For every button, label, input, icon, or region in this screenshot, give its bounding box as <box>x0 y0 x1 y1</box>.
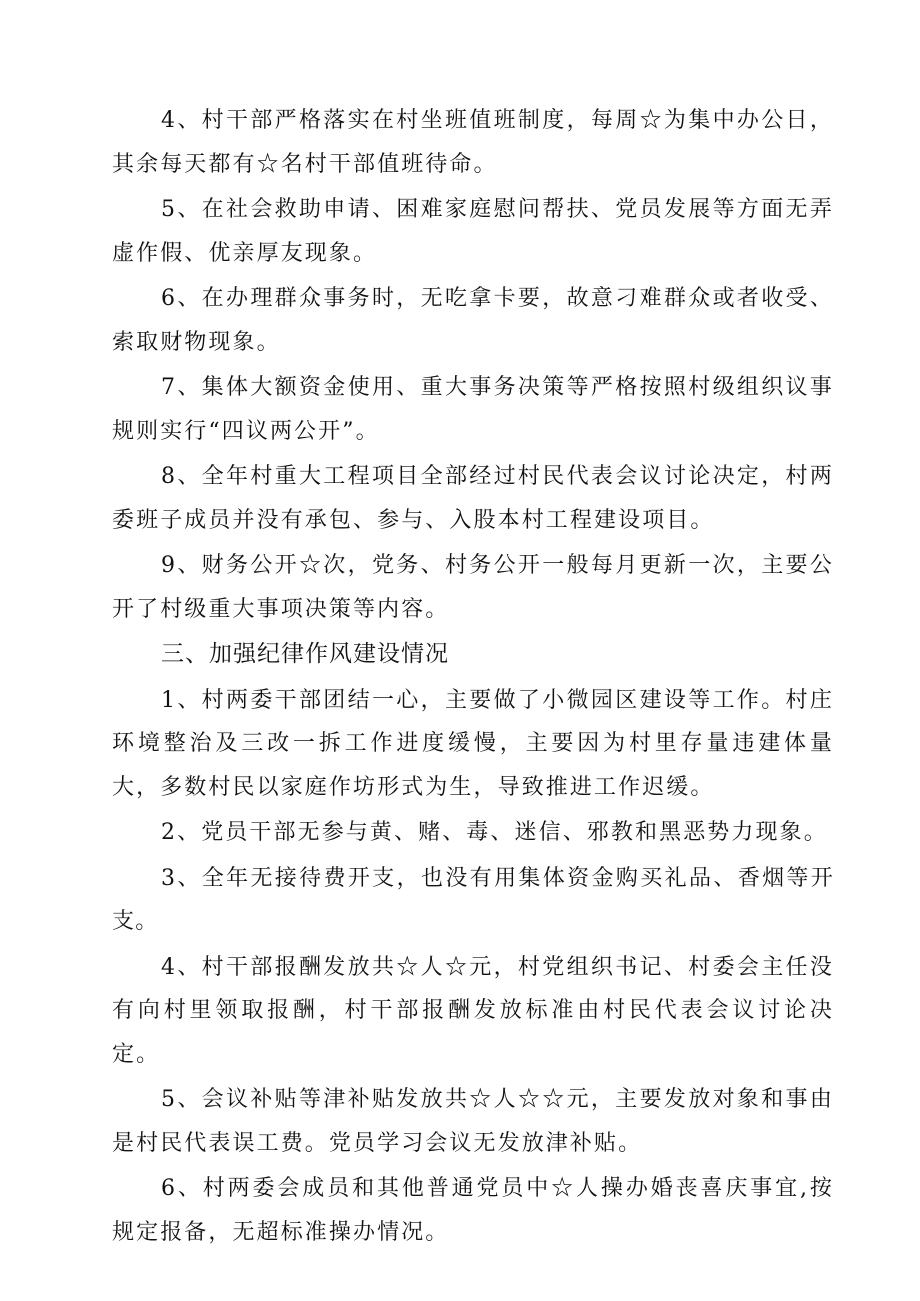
paragraph-item-6-ceremonies: 6、村两委会成员和其他普通党员中☆人操办婚丧喜庆事宜,按规定报备，无超标准操办情况。 <box>112 1176 834 1245</box>
paragraph-item-2-conduct: 2、党员干部无参与黄、赌、毒、迷信、邪教和黑恶势力现象。 <box>161 820 828 845</box>
paragraph-item-4-duty: 4、村干部严格落实在村坐班值班制度，每周☆为集中办公日，其余每天都有☆名村干部值班待命。 <box>112 108 834 177</box>
paragraph-item-3-expenses: 3、全年无接待费开支，也没有用集体资金购买礼品、香烟等开支。 <box>112 865 834 934</box>
paragraph-item-9-disclosure: 9、财务公开☆次，党务、村务公开一般每月更新一次，主要公开了村级重大事项决策等内容。 <box>112 553 834 622</box>
paragraph-item-5-assistance: 5、在社会救助申请、困难家庭慰问帮扶、党员发展等方面无弄虚作假、优亲厚友现象。 <box>112 197 834 266</box>
paragraph-item-8-projects: 8、全年村重大工程项目全部经过村民代表会议讨论决定，村两委班子成员并没有承包、参与、入股本村工程建设项目。 <box>112 464 834 533</box>
paragraph-item-1-unity: 1、村两委干部团结一心，主要做了小微园区建设等工作。村庄环境整治及三改一拆工作进度缓慢，主要因为村里存量违建体量大，多数村民以家庭作坊形式为生，导致推进工作迟缓。 <box>112 687 834 800</box>
document-body <box>112 99 834 1256</box>
paragraph-item-7-funds: 7、集体大额资金使用、重大事务决策等严格按照村级组织议事规则实行“四议两公开”。 <box>112 375 834 444</box>
section-heading: 三、加强纪律作风建设情况 <box>161 641 449 667</box>
paragraph-item-6-affairs: 6、在办理群众事务时，无吃拿卡要，故意刁难群众或者收受、索取财物现象。 <box>112 286 834 355</box>
paragraph-item-4-remuneration: 4、村干部报酬发放共☆人☆元，村党组织书记、村委会主任没有向村里领取报酬，村干部报酬发放标准由村民代表会议讨论决定。 <box>112 954 834 1067</box>
paragraph-item-5-subsidies: 5、会议补贴等津补贴发放共☆人☆☆元，主要发放对象和事由是村民代表误工费。党员学习会议无发放津补贴。 <box>112 1087 834 1156</box>
